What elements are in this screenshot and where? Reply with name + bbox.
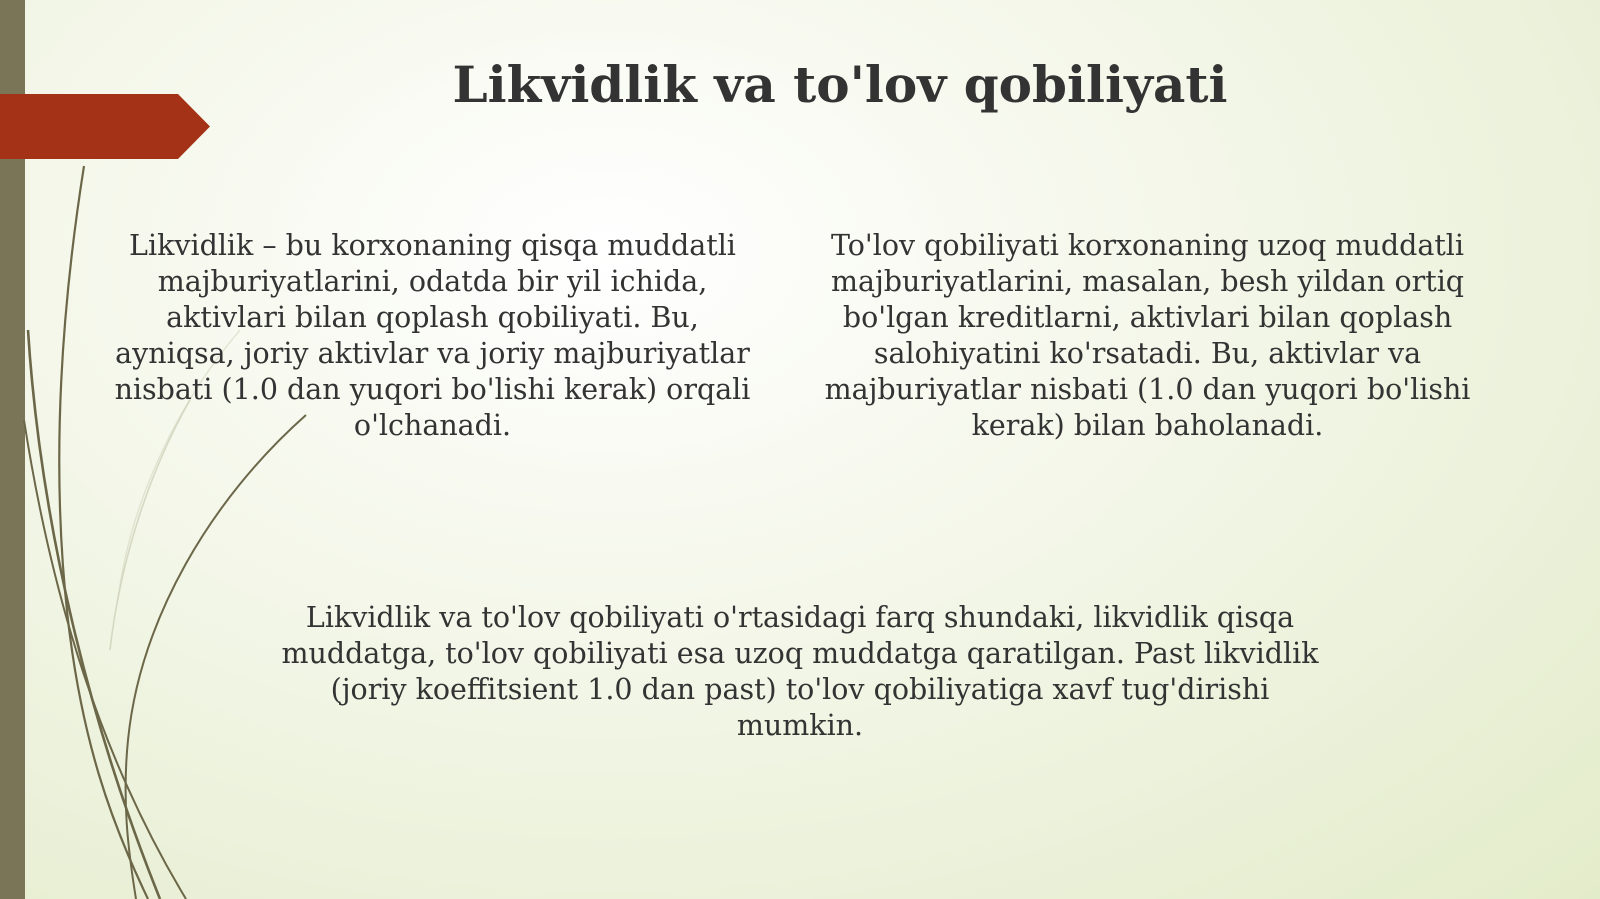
liquidity-definition-text: Likvidlik – bu korxonaning qisqa muddatli majburiyatlarini, odatda bir yil ichida, aktivlari bilan qoplash qobiliyati. Bu, ayniqsa, joriy aktivlar va joriy majburiyatlar nisbati (1.0 dan yuqori bo'lishi kerak) orqali o'lchanadi. bbox=[114, 229, 751, 442]
slide-title: Likvidlik va to'lov qobiliyati bbox=[452, 55, 1228, 114]
solvency-definition-text: To'lov qobiliyati korxonaning uzoq muddatli majburiyatlarini, masalan, besh yildan ortiq bo'lgan kreditlarni, aktivlari bilan qoplash salohiyatini ko'rsatadi. Bu, aktivlar va majburiyatlar nisbati (1.0 dan yuqori bo'lishi kerak) bilan baholanadi. bbox=[824, 229, 1471, 442]
difference-summary-text: Likvidlik va to'lov qobiliyati o'rtasidagi farq shundaki, likvidlik qisqa muddatga, to'lov qobiliyati esa uzoq muddatga qaratilgan. Past likvidlik (joriy koeffitsient 1.0 dan past) to'lov qobiliyatiga xavf tug'dirishi mumkin. bbox=[281, 601, 1319, 742]
red-arrow-banner bbox=[0, 94, 210, 159]
